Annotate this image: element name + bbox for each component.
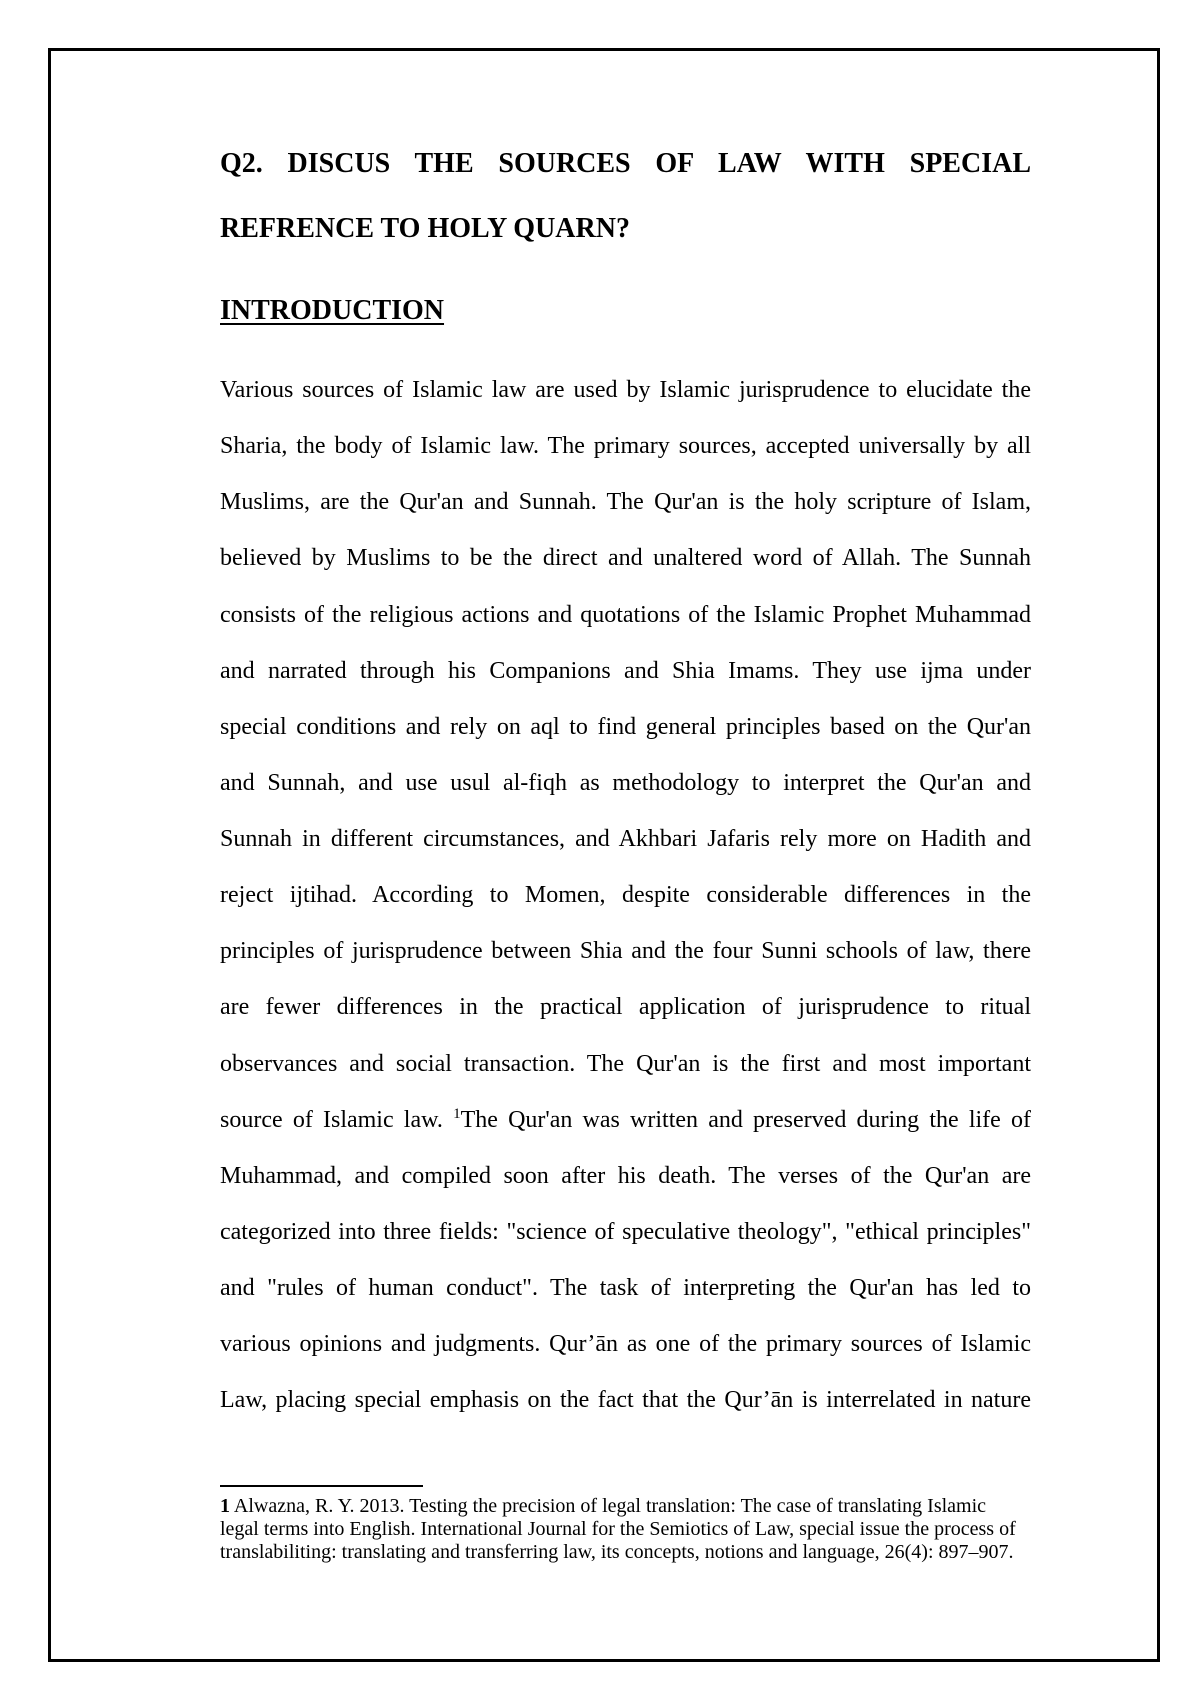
footnote-number: 1: [220, 1495, 230, 1517]
footnote-line: [220, 1495, 1031, 1518]
body-line: Muslims, are the Qur'an and Sunnah. The Qur'an is the holy scripture of Islam,: [220, 489, 1031, 516]
body-line: consists of the religious actions and quotations of the Islamic Prophet Muhammad: [220, 601, 1031, 628]
body-line: are fewer differences in the practical application of jurisprudence to ritual: [220, 994, 1031, 1021]
footnote-line: legal terms into English. International Journal for the Semiotics of Law, special issue the process of: [220, 1518, 1016, 1540]
body-line: Law, placing special emphasis on the fact that the Qur’ān is interrelated in nature: [220, 1387, 1031, 1414]
footnote-reference-marker: 1: [453, 1105, 461, 1122]
body-line: and narrated through his Companions and Shia Imams. They use ijma under: [220, 657, 1031, 684]
question-title: [220, 131, 1031, 261]
body-line: and "rules of human conduct". The task of interpreting the Qur'an has led to: [220, 1275, 1031, 1301]
section-heading: [220, 291, 1031, 331]
body-line: principles of jurisprudence between Shia and the four Sunni schools of law, there: [220, 938, 1031, 965]
body-line-text-after-ref: The Qur'an was written and preserved during the life of: [460, 1106, 1031, 1133]
body-line: and Sunnah, and use usul al-fiqh as methodology to interpret the Qur'an and: [220, 769, 1031, 796]
body-line: special conditions and rely on aql to find general principles based on the Qur'an: [220, 713, 1031, 740]
section-heading-text: INTRODUCTION: [220, 295, 445, 326]
body-line: Sunnah in different circumstances, and Akhbari Jafaris rely more on Hadith and: [220, 826, 1031, 852]
question-title-line-2: REFRENCE TO HOLY QUARN?: [220, 213, 630, 244]
footnote-separator: [220, 1485, 423, 1487]
body-line: Sharia, the body of Islamic law. The primary sources, accepted universally by all: [220, 433, 1031, 460]
body-line: observances and social transaction. The Qur'an is the first and most important: [220, 1050, 1031, 1077]
body-line: categorized into three fields: "science of speculative theology", "ethical principles": [220, 1218, 1031, 1245]
body-line: believed by Muslims to be the direct and unaltered word of Allah. The Sunnah: [220, 545, 1031, 572]
footnote: [220, 1495, 1031, 1564]
section-heading-block: [220, 291, 1031, 331]
body-line: various opinions and judgments. Qur’ān as one of the primary sources of Islamic: [220, 1331, 1031, 1358]
body-line-text-before-ref: source of Islamic law.: [220, 1106, 454, 1133]
footnote-line: translabiliting: translating and transferring law, its concepts, notions and language, 26(4): 897–907.: [220, 1541, 1014, 1563]
body-line: Various sources of Islamic law are used by Islamic jurisprudence to elucidate the: [220, 377, 1031, 403]
body-line: Muhammad, and compiled soon after his death. The verses of the Qur'an are: [220, 1162, 1031, 1189]
question-title-line-1: Q2. DISCUS THE SOURCES OF LAW WITH SPECIAL: [220, 148, 1031, 179]
body-paragraph: [220, 362, 1031, 1428]
body-line: reject ijtihad. According to Momen, despite considerable differences in the: [220, 882, 1031, 909]
footnote-text: Alwazna, R. Y. 2013. Testing the precision of legal translation: The case of translating Islamic: [233, 1495, 987, 1517]
body-line-with-footnote-ref: [220, 1092, 1031, 1148]
